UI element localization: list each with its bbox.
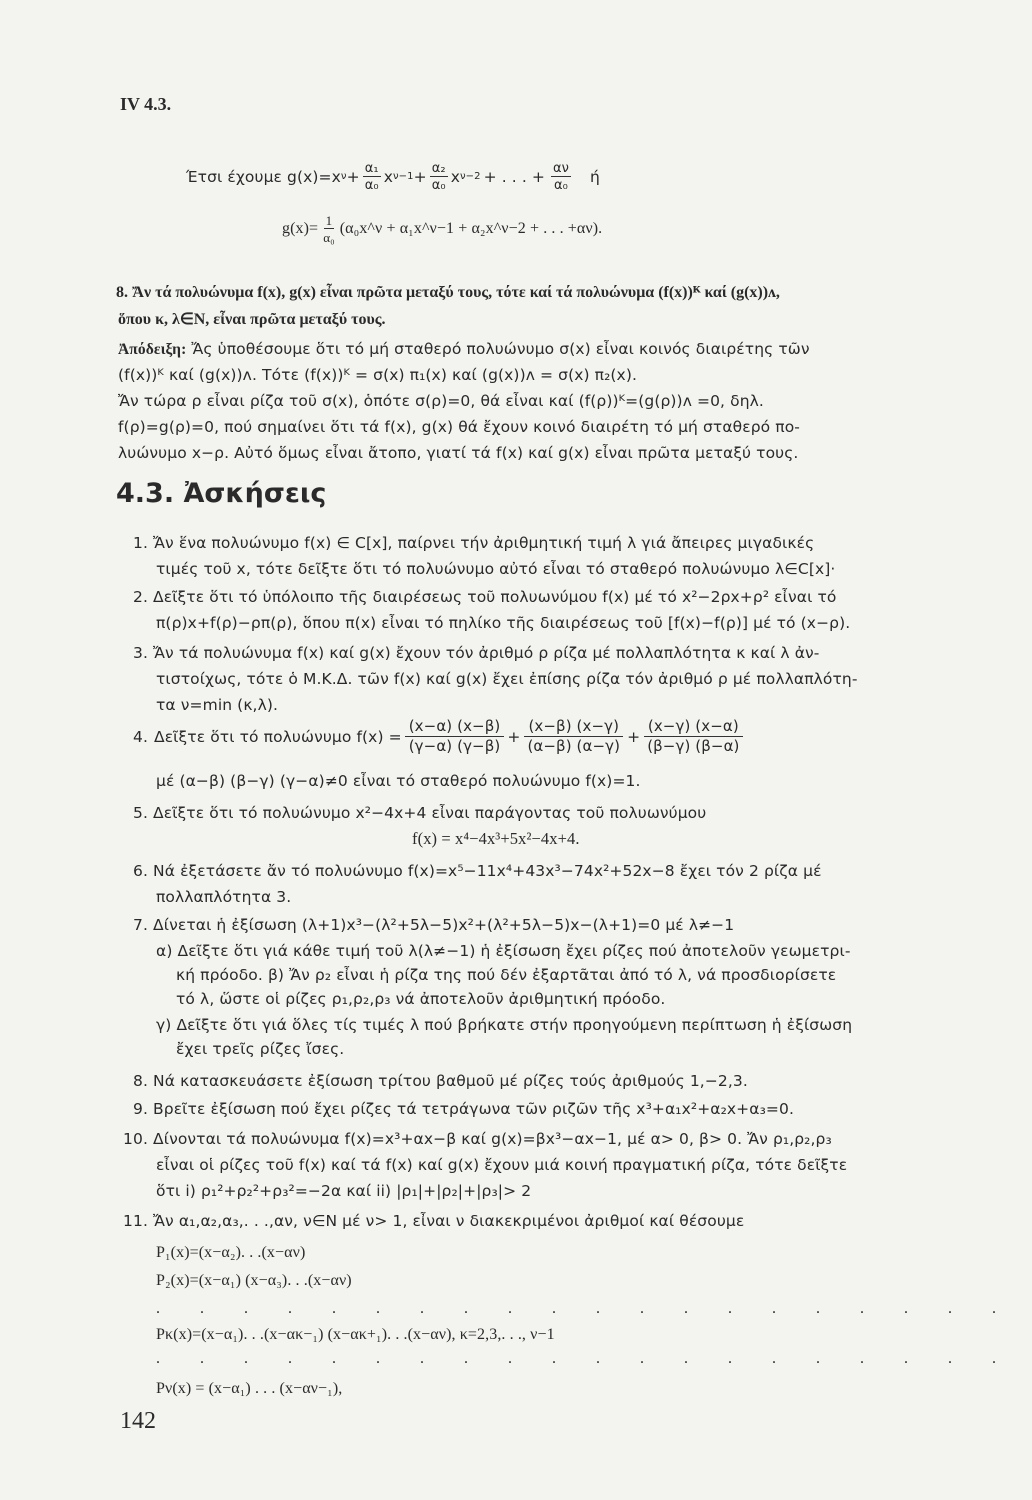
exercise-number: 6. — [133, 862, 148, 880]
ellipsis-row-1 — [156, 1296, 1014, 1322]
formula1-sup2: ν−1 — [392, 171, 414, 182]
formula1-plus1: + — [346, 168, 360, 186]
exercise-9 — [118, 1096, 794, 1122]
frac-denominator: α₀ — [364, 178, 379, 193]
exercise-text: Δεῖξτε ὅτι τό πολυώνυμο f(x) = — [154, 727, 402, 746]
exercise-number: 11. — [123, 1212, 148, 1230]
exercise-text: Ἄν ἕνα πολυώνυμο f(x) ∈ C[x], παίρνει τήν ἀριθμητική τιμή λ γιά ἄπειρες μιγαδικές — [153, 534, 815, 552]
proof-label: Ἀπόδειξη: — [118, 341, 187, 358]
proof-line3: Ἄν τώρα ρ εἶναι ρίζα τοῦ σ(x), ὁπότε σ(ρ)=0, θά εἶναι καί (f(ρ))ᴷ=(g(ρ))ᴧ =0, δηλ. — [118, 392, 764, 410]
frac-numerator: (x−γ) (x−α) — [644, 717, 743, 737]
exercise-1 — [118, 530, 814, 556]
frac-numerator: α₁ — [364, 161, 379, 176]
exercise-text: Ἄν α₁,α₂,α₃,. . .,αν, ν∈N μέ ν> 1, εἶναι ν διακεκριμένοι ἀριθμοί καί θέσουμε — [153, 1212, 745, 1230]
exercise-7-line5: γ) Δεῖξτε ὅτι γιά ὅλες τίς τιμές λ πού βρήκατε στήν προηγούμενη περίπτωση ἡ ἐξίσωση — [156, 1016, 853, 1034]
proposition-8-line1 — [116, 284, 780, 302]
proposition-8-line2: ὅπου κ, λ∈Ν, εἶναι πρῶτα μεταξύ τους. — [118, 311, 386, 328]
exercise-text: Βρεῖτε ἐξίσωση πού ἔχει ρίζες τά τετράγωνα τῶν ριζῶν τῆς x³+α₁x²+α₂x+α₃=0. — [153, 1100, 794, 1118]
exercise-4 — [118, 717, 747, 756]
exercise-8 — [118, 1068, 748, 1094]
exercise-number: 8. — [133, 1072, 148, 1090]
exercise-number: 2. — [133, 588, 148, 606]
formula1-prefix: Έτσι έχουμε g(x)=x — [186, 168, 341, 186]
running-header: IV 4.3. — [120, 94, 172, 114]
formula-gx-expansion — [186, 162, 600, 192]
dots: . . . . . . . . . . . . . . . . . . . . — [156, 1350, 1014, 1367]
dots: . . . . . . . . . . . . . . . . . . . . — [156, 1300, 1014, 1317]
exercise-5-formula: f(x) = x⁴−4x³+5x²−4x+4. — [412, 829, 580, 848]
exercise-number: 7. — [133, 916, 148, 934]
exercise-number: 4. — [133, 727, 148, 746]
exercise-text: Νά κατασκευάσετε ἐξίσωση τρίτου βαθμοῦ μέ ρίζες τούς ἀριθμούς 1,−2,3. — [153, 1072, 748, 1090]
formula2-prefix: g(x)= — [282, 220, 319, 237]
exercise-7 — [118, 912, 734, 938]
fraction-1-a0 — [321, 214, 337, 244]
formula1-sup1: ν — [340, 171, 347, 182]
exercise-7-line6: ἔχει τρεῖς ρίζες ἴσες. — [176, 1040, 345, 1058]
fraction-term-3 — [643, 717, 743, 756]
exercise-3-line2: τιστοίχως, τότε ὁ Μ.Κ.Δ. τῶν f(x) καί g(x) ἔχει ἐπίσης ρίζα τόν ἀριθμό ρ μέ πολλαπλότη- — [156, 670, 858, 688]
exercise-10-line3: ὅτι i) ρ₁²+ρ₂²+ρ₃²=−2α καί ii) |ρ₁|+|ρ₂|+|ρ₃|> 2 — [156, 1182, 532, 1200]
proof-line4: f(ρ)=g(ρ)=0, πού σημαίνει ὅτι τά f(x), g(x) θά ἔχουν κοινό διαιρέτη τό μή σταθερό πο- — [118, 418, 800, 436]
formula1-mid: + . . . + — [483, 168, 545, 186]
fraction-av-a0 — [551, 162, 571, 192]
polynomial-p2: P₂(x)=(x−α₁) (x−α₃). . .(x−αν) — [156, 1272, 352, 1289]
fraction-a1-a0 — [363, 162, 381, 192]
exercise-6-line2: πολλαπλότητα 3. — [156, 888, 292, 906]
proof-text: Ἄς ὑποθέσουμε ὅτι τό μή σταθερό πολυώνυμο σ(x) εἶναι κοινός διαιρέτης τῶν — [191, 340, 810, 358]
proposition-number: 8. — [116, 284, 128, 301]
exercise-number: 3. — [133, 644, 148, 662]
proof-line5: λυώνυμο x−ρ. Αὐτό ὅμως εἶναι ἄτοπο, γιατί τά f(x) καί g(x) εἶναι πρῶτα μεταξύ τους. — [118, 444, 799, 462]
polynomial-p1: P₁(x)=(x−α₂). . .(x−αν) — [156, 1244, 306, 1261]
exercise-7-line4: τό λ, ὥστε οἱ ρίζες ρ₁,ρ₂,ρ₃ νά ἀποτελοῦν ἀριθμητική πρόοδο. — [176, 990, 666, 1008]
proof-line2: (f(x))ᴷ καί (g(x))ᴧ. Τότε (f(x))ᴷ = σ(x) π₁(x) καί (g(x))ᴧ = σ(x) π₂(x). — [118, 366, 638, 384]
exercise-7-line3: κή πρόοδο. β) Ἄν ρ₂ εἶναι ἡ ρίζα της πού δέν ἐξαρτᾶται ἀπό τό λ, νά προσδιορίσετε — [176, 966, 837, 984]
formula1-suffix: ή — [590, 168, 600, 186]
fraction-term-1 — [405, 717, 505, 756]
fraction-a2-a0 — [430, 162, 448, 192]
exercise-number: 9. — [133, 1100, 148, 1118]
exercise-text: Δεῖξτε ὅτι τό ὑπόλοιπο τῆς διαιρέσεως τοῦ πολυωνύμου f(x) μέ τό x²−2ρx+ρ² εἶναι τό — [153, 588, 837, 606]
frac-numerator: (x−α) (x−β) — [405, 717, 505, 737]
exercise-10-line2: εἶναι οἱ ρίζες τοῦ f(x) καί τά f(x) καί g(x) ἔχουν μιά κοινή πραγματική ρίζα, τότε δεῖξτε — [156, 1156, 848, 1174]
formula1-plus2: + — [413, 168, 427, 186]
ellipsis-row-2 — [156, 1346, 1014, 1372]
formula1-term2: x — [450, 168, 460, 186]
frac-denominator: (β−γ) (β−α) — [647, 737, 740, 755]
frac-numerator: α₂ — [431, 161, 446, 176]
exercise-number: 10. — [123, 1130, 148, 1148]
polynomial-pk: Pκ(x)=(x−α₁). . .(x−ακ−₁) (x−ακ+₁). . .(x−αν), κ=2,3,. . ., ν−1 — [156, 1326, 555, 1343]
exercise-3 — [118, 640, 819, 666]
formula1-sup3: ν−2 — [459, 171, 481, 182]
section-title: 4.3. Ἀσκήσεις — [116, 478, 327, 509]
formula2-body: (α₀x^ν + α₁x^ν−1 + α₂x^ν−2 + . . . +αν). — [339, 220, 603, 237]
frac-numerator: 1 — [325, 213, 333, 228]
exercise-text: Ἄν τά πολυώνυμα f(x) καί g(x) ἔχουν τόν ἀριθμό ρ ρίζα μέ πολλαπλότητα κ καί λ ἀν- — [153, 644, 820, 662]
frac-denominator: α₀ — [554, 178, 568, 193]
fraction-term-2 — [523, 717, 624, 756]
formula-gx-factored — [282, 214, 602, 244]
exercise-11 — [118, 1208, 744, 1234]
exercise-text: Νά ἐξετάσετε ἄν τό πολυώνυμο f(x)=x⁵−11x⁴+43x³−74x²+52x−8 ἔχει τόν 2 ρίζα μέ — [153, 862, 822, 880]
exercise-3-line3: τα ν=min (κ,λ). — [156, 696, 279, 714]
frac-numerator: (x−β) (x−γ) — [524, 717, 623, 737]
exercise-number: 1. — [133, 534, 148, 552]
exercise-2 — [118, 584, 836, 610]
frac-numerator: αν — [552, 161, 570, 176]
exercise-text: Δίνεται ἡ ἐξίσωση (λ+1)x³−(λ²+5λ−5)x²+(λ²+5λ−5)x−(λ+1)=0 μέ λ≠−1 — [153, 916, 735, 934]
exercise-5 — [118, 800, 706, 826]
frac-denominator: α₀ — [323, 230, 335, 245]
frac-denominator: (γ−α) (γ−β) — [408, 737, 501, 755]
exercise-text: Δίνονται τά πολυώνυμα f(x)=x³+αx−β καί g(x)=βx³−αx−1, μέ α> 0, β> 0. Ἄν ρ₁,ρ₂,ρ₃ — [153, 1130, 832, 1148]
proposition-text: Ἄν τά πολυώνυμα f(x), g(x) εἶναι πρῶτα μεταξύ τους, τότε καί τά πολυώνυμα (f(x))ᴷ καί (g(x))ᴧ, — [132, 284, 780, 301]
exercise-6 — [118, 858, 822, 884]
formula1-term1: x — [383, 168, 393, 186]
exercise-1-line2: τιμές τοῦ x, τότε δεῖξτε ὅτι τό πολυώνυμο αὐτό εἶναι τό σταθερό πολυώνυμο λ∈C[x]· — [156, 560, 836, 578]
page-number: 142 — [120, 1408, 156, 1434]
exercise-4-line2: μέ (α−β) (β−γ) (γ−α)≠0 εἶναι τό σταθερό πολυώνυμο f(x)=1. — [156, 772, 641, 790]
exercise-7-line2: α) Δεῖξτε ὅτι γιά κάθε τιμή τοῦ λ(λ≠−1) ἡ ἐξίσωση ἔχει ρίζες πού ἀποτελοῦν γεωμετρι- — [156, 942, 851, 960]
proof-line1 — [118, 336, 810, 363]
frac-denominator: (α−β) (α−γ) — [527, 737, 621, 755]
exercise-10 — [118, 1126, 832, 1152]
polynomial-pv: Pν(x) = (x−α₁) . . . (x−αν−₁), — [156, 1380, 343, 1397]
plus-sign: + — [627, 727, 641, 746]
exercise-2-line2: π(ρ)x+f(ρ)−ρπ(ρ), ὅπου π(x) εἶναι τό πηλίκο τῆς διαιρέσεως τοῦ [f(x)−f(ρ)] μέ τό (x−ρ). — [156, 614, 851, 632]
frac-denominator: α₀ — [431, 178, 446, 193]
exercise-text: Δεῖξτε ὅτι τό πολυώνυμο x²−4x+4 εἶναι παράγοντας τοῦ πολυωνύμου — [153, 804, 707, 822]
plus-sign: + — [507, 727, 521, 746]
exercise-number: 5. — [133, 804, 148, 822]
